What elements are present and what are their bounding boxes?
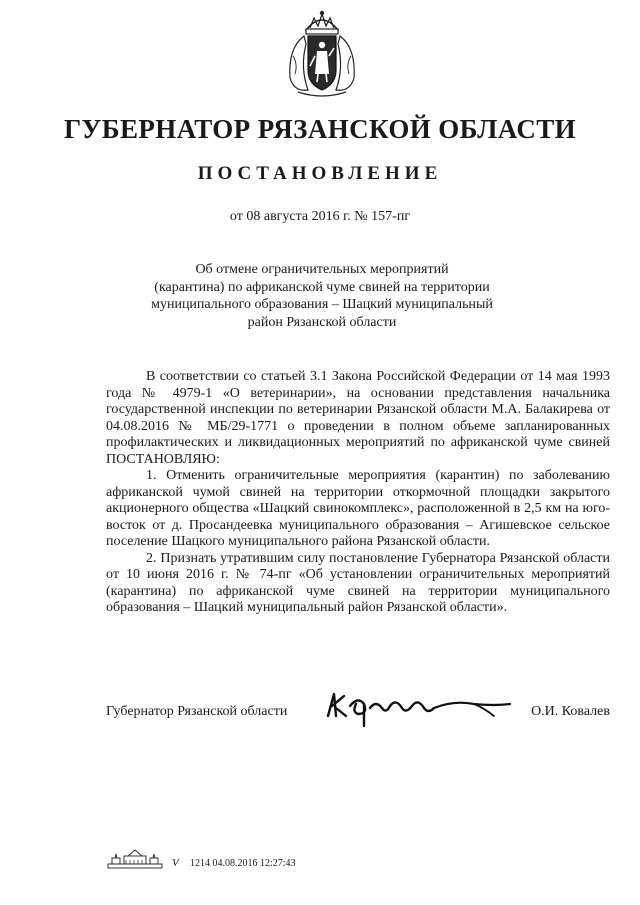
handwritten-signature-icon	[324, 686, 514, 728]
subject-line: (карантина) по африканской чуме свиней на территории	[154, 279, 490, 295]
document-body	[106, 369, 610, 617]
preamble-paragraph: В соответствии со статьей 3.1 Закона Российской Федерации от 14 мая 1993 года № 4979-1 «О ветеринарии», на основании представления начальника государственной инспекции по ветеринарии Рязанской области М.А. Балакирева от 04.08.2016 № МБ/29-1771 о проведении в полном объеме запланированных профилактических и ликвидационных мероприятий по африканской чуме свиней ПОСТАНОВЛЯЮ:	[106, 369, 610, 467]
registration-footer	[106, 848, 426, 872]
signatory-position: Губернатор Рязанской области	[106, 704, 288, 719]
registration-stamp: 1214 04.08.2016 12:27:43	[190, 858, 296, 869]
document-subject	[150, 261, 494, 331]
subject-line: муниципального образования – Шацкий муниципальный	[151, 297, 493, 312]
document-date-number: от 08 августа 2016 г. № 157-пг	[229, 209, 411, 224]
document-type: ПОСТАНОВЛЕНИЕ	[197, 163, 443, 184]
clause-1-paragraph: 1. Отменить ограничительные мероприятия (карантин) по заболеванию африканской чумой свиней на территории откормочной площадки закрытого акционерного общества «Шацкий свинокомплекс», расположенной в 2,5 км на юго-восток от д. Просандеевка муниципального образования – Агишевское сельское поселение Шацкого муниципального района Рязанской области.	[106, 468, 610, 549]
coat-of-arms-icon	[284, 8, 360, 100]
registration-mark: V	[172, 857, 179, 869]
kremlin-building-icon	[106, 848, 164, 870]
org-title: ГУБЕРНАТОР РЯЗАНСКОЙ ОБЛАСТИ	[63, 114, 577, 144]
clause-2-paragraph: 2. Признать утратившим силу постановление Губернатора Рязанской области от 10 июня 2016 г. № 74-пг «Об установлении ограничительных мероприятий (карантина) по африканской чуме свиней на территории муниципального образования – Шацкий муниципальный район Рязанской области».	[106, 550, 610, 615]
subject-line: Об отмене ограничительных мероприятий	[195, 262, 449, 277]
subject-line: район Рязанской области	[247, 314, 397, 330]
signatory-name: О.И. Ковалев	[531, 704, 610, 719]
